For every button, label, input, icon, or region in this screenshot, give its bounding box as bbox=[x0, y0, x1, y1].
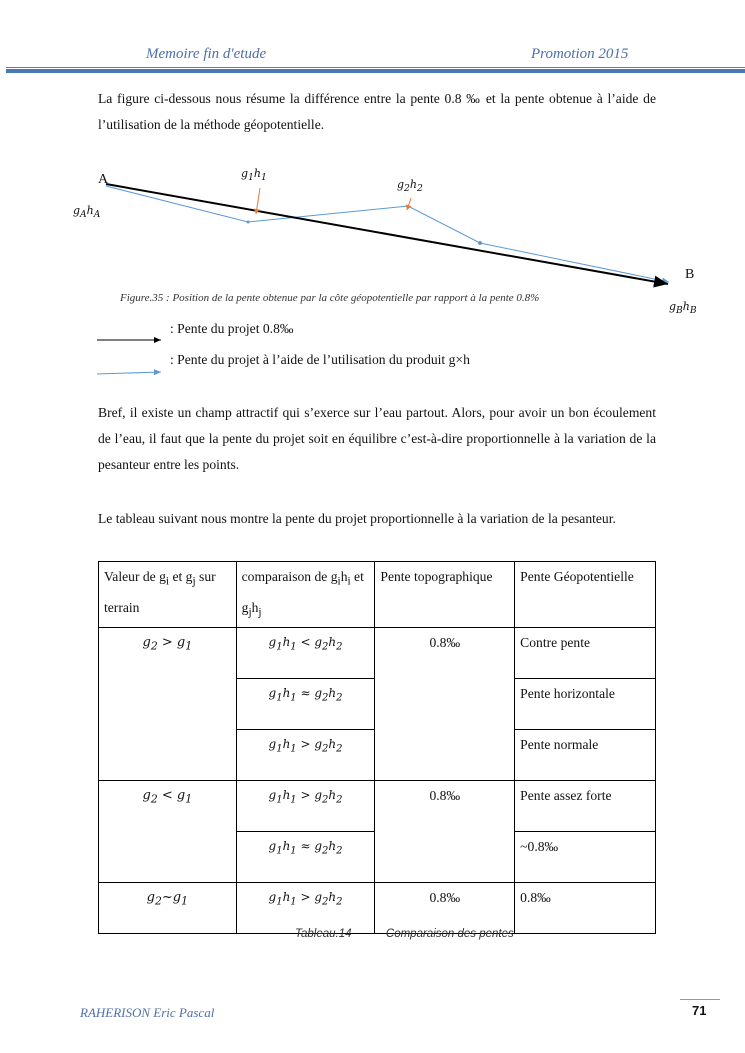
condition-cell: $g_2 > g_1$ bbox=[99, 628, 237, 781]
footer-rule bbox=[680, 999, 720, 1000]
slope-figure bbox=[0, 160, 745, 330]
ga-ha-label: $g_Ah_A$ bbox=[73, 204, 101, 221]
gb-hb-label: $g_Bh_B$ bbox=[669, 300, 697, 317]
condition-cell: $g_2 < g_1$ bbox=[99, 781, 237, 883]
topo-cell: 0.8‰ bbox=[375, 628, 515, 781]
comparison-cell: $g_1h_1 > g_2h_2$ bbox=[236, 883, 375, 934]
table-intro-paragraph: Le tableau suivant nous montre la pente du projet proportionnelle à la variation de la pesanteur. bbox=[98, 511, 616, 526]
condition-cell: $g_2\sim g_1$ bbox=[99, 883, 237, 934]
header-promotion: Promotion 2015 bbox=[531, 46, 629, 62]
page-number: 71 bbox=[692, 1003, 707, 1018]
point-a-label: A bbox=[98, 172, 109, 187]
project-slope-line bbox=[106, 184, 668, 284]
table-header-row bbox=[99, 562, 656, 628]
g2-h2-label: $g_2h_2$ bbox=[397, 178, 423, 195]
header-rule-thick bbox=[6, 69, 745, 73]
table-row bbox=[99, 883, 656, 934]
comparison-table bbox=[98, 561, 656, 934]
comparison-cell: $g_1h_1 \approx g_2h_2$ bbox=[236, 832, 375, 883]
legend-black-text: : Pente du projet 0.8‰ bbox=[170, 321, 294, 336]
g1-h1-label: $g_1h_1$ bbox=[241, 167, 267, 184]
geo-cell: Pente assez forte bbox=[515, 781, 656, 832]
gh-point-4 bbox=[478, 241, 482, 245]
table-row bbox=[99, 781, 656, 832]
comparison-cell: $g_1h_1 > g_2h_2$ bbox=[236, 781, 375, 832]
topo-cell: 0.8‰ bbox=[375, 781, 515, 883]
table-row bbox=[99, 628, 656, 679]
header-cell-values: Valeur de $g_i$ et $g_j$ sur terrain bbox=[99, 562, 237, 628]
geo-cell: 0.8‰ bbox=[515, 883, 656, 934]
legend-swatches bbox=[95, 335, 170, 380]
legend-blue-line bbox=[97, 372, 161, 374]
header-cell-comparison: comparaison de $g_ih_i$ et $g_jh_j$ bbox=[236, 562, 375, 628]
geo-cell: Pente normale bbox=[515, 730, 656, 781]
table-caption bbox=[295, 928, 514, 940]
header-title: Memoire fin d'etude bbox=[146, 46, 267, 62]
header-cell-geo: Pente Géopotentielle bbox=[515, 562, 656, 628]
comparison-cell: $g_1h_1 \approx g_2h_2$ bbox=[236, 679, 375, 730]
body-paragraph: Bref, il existe un champ attractif qui s’exerce sur l’eau partout. Alors, pour avoir un bon écoulement de l’eau, il faut que la pente du projet soit en équilibre c’est-à-dire proportionnelle à la variation de la pesanteur entre les points. bbox=[98, 405, 656, 472]
header-cell-topo: Pente topographique bbox=[375, 562, 515, 628]
table-caption-text: Comparaison des pentes bbox=[385, 928, 514, 940]
figure-caption: Figure.35 : Position de la pente obtenue par la côte géopotentielle par rapport à la pente 0.8% bbox=[120, 292, 540, 304]
gh-point-2 bbox=[247, 221, 250, 224]
geo-cell: Pente horizontale bbox=[515, 679, 656, 730]
intro-paragraph: La figure ci-dessous nous résume la différence entre la pente 0.8 ‰ et la pente obtenue à l’aide de l’utilisation de la méthode géopotentielle. bbox=[98, 91, 656, 132]
header-rule bbox=[6, 67, 745, 68]
geo-cell: ~0.8‰ bbox=[515, 832, 656, 883]
point-b-label: B bbox=[685, 267, 695, 282]
footer-author: RAHERISON Eric Pascal bbox=[80, 1005, 215, 1020]
topo-cell: 0.8‰ bbox=[375, 883, 515, 934]
comparison-cell: $g_1h_1 < g_2h_2$ bbox=[236, 628, 375, 679]
table-caption-number: Tableau.14 bbox=[295, 928, 352, 940]
geo-cell: Contre pente bbox=[515, 628, 656, 679]
legend-blue-text: : Pente du projet à l’aide de l’utilisation du produit g×h bbox=[170, 352, 470, 367]
comparison-cell: $g_1h_1 > g_2h_2$ bbox=[236, 730, 375, 781]
g2h2-marker bbox=[407, 198, 411, 210]
